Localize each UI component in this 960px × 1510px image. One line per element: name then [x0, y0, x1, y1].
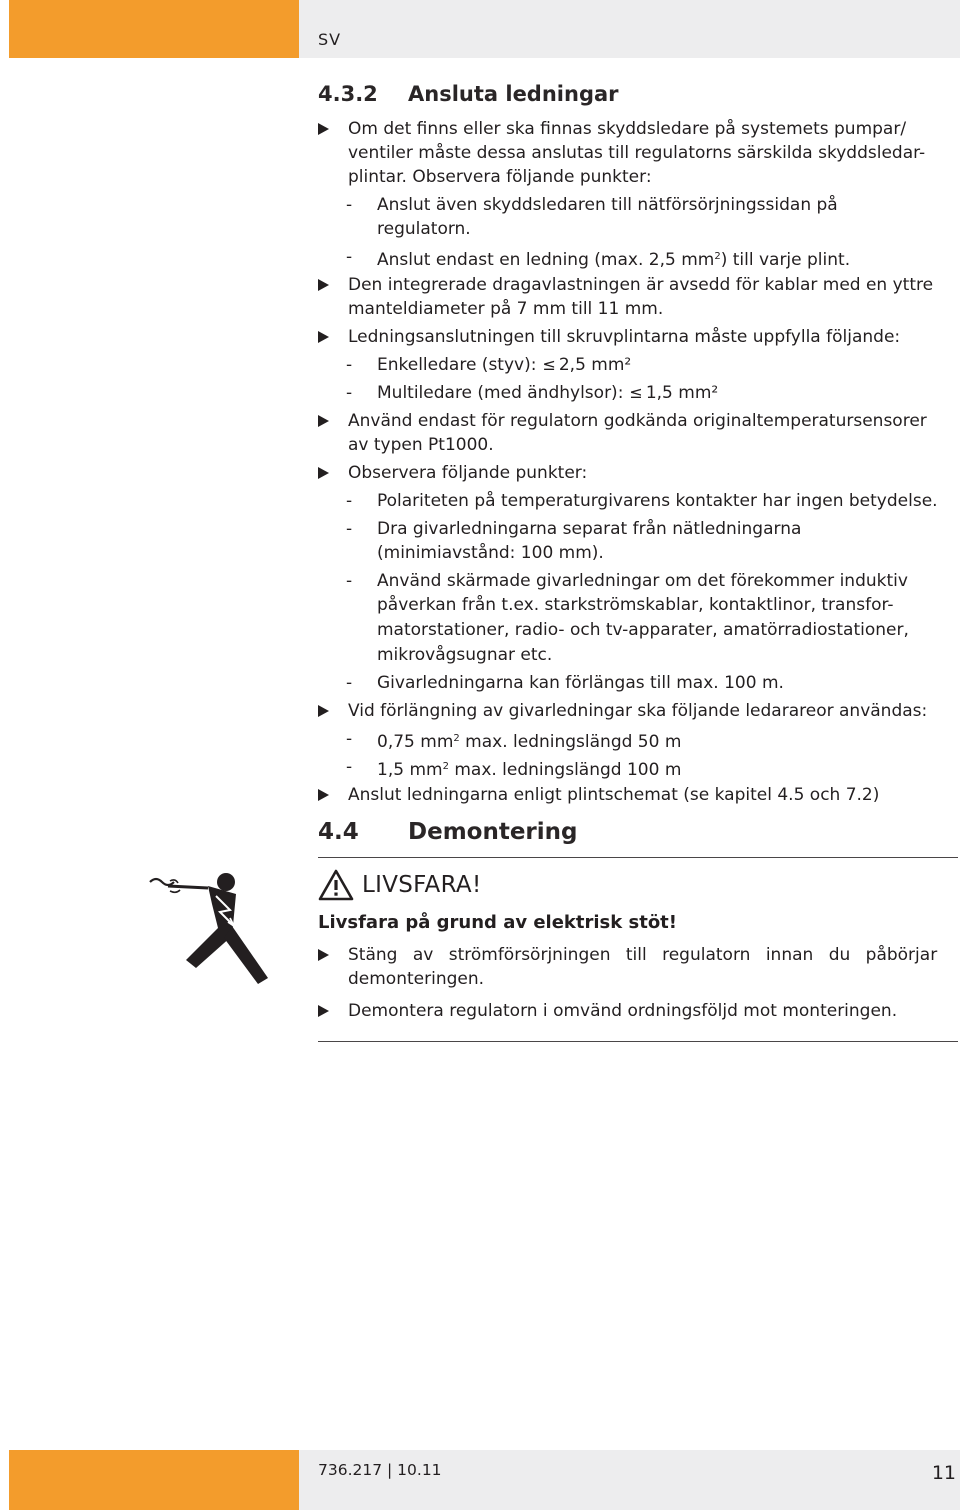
paragraph-line: av typen Pt1000. [348, 435, 494, 455]
electric-shock-icon [148, 866, 278, 986]
paragraph-line: ventiler måste dessa anslutas till regulatorns särskilda skyddsledar- [348, 143, 926, 163]
paragraph-line: plintar. Observera följande punkter: [348, 167, 652, 187]
bullet-triangle-icon [318, 123, 329, 135]
warning-header [318, 869, 482, 901]
dash-marker: - [346, 195, 353, 215]
sub-item-line: Givarledningarna kan förlängas till max. 100 m. [377, 673, 784, 693]
dash-marker: - [346, 571, 353, 591]
text-segment: max. ledningslängd 100 m [448, 760, 682, 780]
bullet-triangle-icon [318, 415, 329, 427]
text-segment: 0,75 mm [377, 732, 454, 752]
text-segment: max. ledningslängd 50 m [459, 732, 682, 752]
section-number: 4.3.2 [318, 82, 378, 106]
paragraph-line: Demontera regulatorn i omvänd ordningsföljd mot monteringen. [348, 1001, 898, 1021]
warning-subtitle: Livsfara på grund av elektrisk stöt! [318, 912, 677, 933]
dash-marker: - [346, 519, 353, 539]
dash-marker: - [346, 491, 353, 511]
section-divider [318, 1041, 958, 1042]
section-heading-4-3-2 [318, 82, 619, 106]
superscript: 2 [453, 733, 460, 744]
text-segment: 1,5 mm [377, 760, 443, 780]
paragraph-line: Använd endast för regulatorn godkända originaltemperatursensorer [348, 411, 927, 431]
bullet-triangle-icon [318, 1005, 329, 1017]
dash-marker: - [346, 355, 353, 375]
sub-item-line: matorstationer, radio- och tv-apparater, amatörradiostationer, [377, 620, 909, 640]
sub-item-line [377, 354, 631, 376]
warning-triangle-icon [318, 869, 354, 901]
paragraph-line: Observera följande punkter: [348, 463, 588, 483]
sub-item-line [377, 756, 681, 781]
text-segment: Multiledare (med ändhylsor): [377, 383, 624, 403]
sub-item-line: Anslut även skyddsledaren till nätförsörjningssidan på [377, 195, 838, 215]
bullet-triangle-icon [318, 789, 329, 801]
sub-item-line [377, 382, 718, 404]
bullet-triangle-icon [318, 331, 329, 343]
text-segment: 1,5 mm² [645, 383, 719, 403]
footer-band [299, 1450, 960, 1510]
section-divider [318, 857, 958, 858]
header-accent-bar [9, 0, 299, 58]
sub-item-line: Använd skärmade givarledningar om det förekommer induktiv [377, 571, 908, 591]
text-segment: Anslut endast en ledning (max. 2,5 mm [377, 250, 715, 270]
paragraph-line: Stäng av strömförsörjningen till regulatorn innan du påbörjar [348, 945, 938, 965]
paragraph-line: Den integrerade dragavlastningen är avsedd för kablar med en yttre [348, 275, 934, 295]
paragraph-line: demonteringen. [348, 969, 485, 989]
text-segment: ) till varje plint. [720, 250, 851, 270]
sub-item-line: Dra givarledningarna separat från nätledningarna [377, 519, 802, 539]
document-number: 736.217 | 10.11 [318, 1461, 442, 1479]
dash-marker: - [346, 757, 353, 777]
text-segment: 2,5 mm² [558, 355, 632, 375]
section-title: Ansluta ledningar [408, 82, 619, 106]
superscript: 2 [714, 251, 721, 262]
sub-item-line: regulatorn. [377, 219, 471, 239]
bullet-triangle-icon [318, 949, 329, 961]
sub-item-line: påverkan från t.ex. starkströmskablar, kontaktlinor, transfor- [377, 595, 894, 615]
dash-marker: - [346, 383, 353, 403]
bullet-triangle-icon [318, 705, 329, 717]
dash-marker: - [346, 247, 353, 267]
sub-item-line [377, 728, 681, 753]
section-heading-4-4 [318, 819, 578, 845]
section-number: 4.4 [318, 819, 359, 845]
superscript: 2 [442, 761, 449, 772]
footer-accent-bar [9, 1450, 299, 1510]
less-equal-symbol: ≤ [629, 383, 643, 402]
warning-label: LIVSFARA! [362, 872, 482, 898]
language-code: SV [318, 30, 342, 49]
header-band [299, 0, 960, 58]
sub-item-line: (minimiavstånd: 100 mm). [377, 543, 604, 563]
bullet-triangle-icon [318, 279, 329, 291]
paragraph-line: manteldiameter på 7 mm till 11 mm. [348, 299, 664, 319]
paragraph-line: Vid förlängning av givarledningar ska följande ledarareor användas: [348, 701, 928, 721]
less-equal-symbol: ≤ [542, 355, 556, 374]
paragraph-line: Om det finns eller ska finnas skyddsledare på systemets pumpar/ [348, 119, 907, 139]
sub-item-line: mikrovågsugnar etc. [377, 645, 553, 665]
text-segment: Enkelledare (styv): [377, 355, 537, 375]
dash-marker: - [346, 673, 353, 693]
paragraph-line: Anslut ledningarna enligt plintschemat (se kapitel 4.5 och 7.2) [348, 785, 880, 805]
dash-marker: - [346, 729, 353, 749]
page-number: 11 [931, 1462, 956, 1484]
paragraph-line: Ledningsanslutningen till skruvplintarna måste uppfylla följande: [348, 327, 901, 347]
sub-item-line [377, 246, 850, 271]
sub-item-line: Polariteten på temperaturgivarens kontakter har ingen betydelse. [377, 491, 938, 511]
bullet-triangle-icon [318, 467, 329, 479]
section-title: Demontering [408, 819, 578, 845]
